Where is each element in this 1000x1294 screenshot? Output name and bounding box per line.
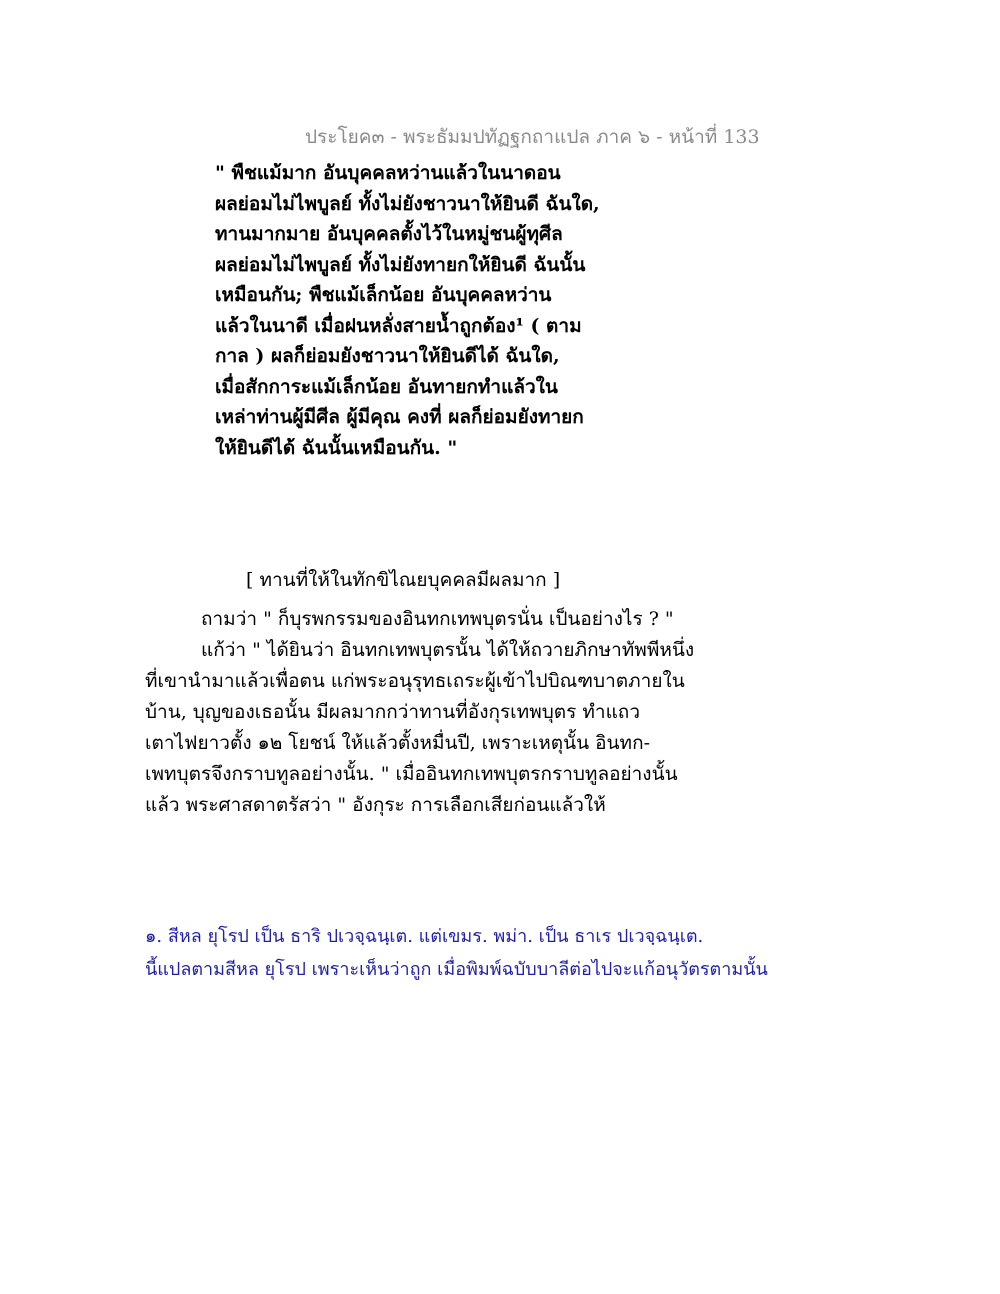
footnote-line: นี้แปลตามสีหล ยุโรป เพราะเห็นว่าถูก เมื่อพิมพ์ฉบับบาลีต่อไปจะแก้อนุวัตรตามนั้น	[145, 959, 768, 980]
body-line: เพทบุตรจึงกราบทูลอย่างนั้น. " เมื่ออินทกเทพบุตรกราบทูลอย่างนั้น	[145, 763, 678, 785]
verse-line: ให้ยินดีได้ ฉันนั้นเหมือนกัน. "	[215, 436, 458, 459]
verse-line: แล้วในนาดี เมื่อฝนหลั่งสายน้ำถูกต้อง¹ ( ตาม	[215, 314, 582, 337]
verse-line: ทานมากมาย อันบุคคลตั้งไว้ในหมู่ชนผู้ทุศีล	[215, 223, 563, 245]
verse-line: เหมือนกัน; พืชแม้เล็กน้อย อันบุคคลหว่าน	[215, 284, 552, 306]
verse-line: " พืชแม้มาก อันบุคคลหว่านแล้วในนาดอน	[215, 162, 561, 184]
body-text	[145, 604, 694, 821]
verse-line: เมื่อสักการะแม้เล็กน้อย อันทายกทำแล้วใน	[215, 375, 558, 398]
verse-line: ผลย่อมไม่ไพบูลย์ ทั้งไม่ยังชาวนาให้ยินดี ฉันใด,	[215, 192, 600, 215]
verse-line: เหล่าท่านผู้มีศีล ผู้มีคุณ คงที่ ผลก็ย่อมยังทายก	[215, 406, 584, 428]
body-line: แล้ว พระศาสดาตรัสว่า " อังกุระ การเลือกเสียก่อนแล้วให้	[145, 794, 606, 816]
page-header: ประโยค๓ - พระธัมมปทัฏฐกถาแปล ภาค ๖ - หน้าที่ 133	[305, 126, 760, 148]
body-line: บ้าน, บุญของเธอนั้น มีผลมากกว่าทานที่อังกุรเทพบุตร ทำแถว	[145, 701, 640, 723]
verse-line: กาล ) ผลก็ย่อมยังชาวนาให้ยินดีได้ ฉันใด,	[215, 345, 560, 367]
footnote-line: ๑. สีหล ยุโรป เป็น ธาริ ปเวจฺฉนฺเต. แต่เขมร. พม่า. เป็น ธาเร ปเวจฺฉนฺเต.	[145, 926, 704, 947]
section-heading: [ ทานที่ให้ในทักขิไณยบุคคลมีผลมาก ]	[246, 569, 561, 591]
body-line: เตาไฟยาวตั้ง ๑๒ โยชน์ ให้แล้วตั้งหมื่นปี, เพราะเหตุนั้น อินทก-	[145, 732, 650, 754]
footnotes	[145, 920, 768, 986]
body-line: ที่เขานำมาแล้วเพื่อตน แก่พระอนุรุทธเถระผู้เข้าไปบิณฑบาตภายใน	[145, 670, 685, 692]
verse-block	[215, 158, 600, 463]
body-line: ถามว่า " ก็บุรพกรรมของอินทกเทพบุตรนั่น เป็นอย่างไร ? "	[201, 608, 674, 630]
body-line: แก้ว่า " ได้ยินว่า อินทกเทพบุตรนั้น ได้ให้ถวายภิกษาทัพพีหนึ่ง	[201, 639, 695, 661]
verse-line: ผลย่อมไม่ไพบูลย์ ทั้งไม่ยังทายกให้ยินดี ฉันนั้น	[215, 253, 586, 276]
